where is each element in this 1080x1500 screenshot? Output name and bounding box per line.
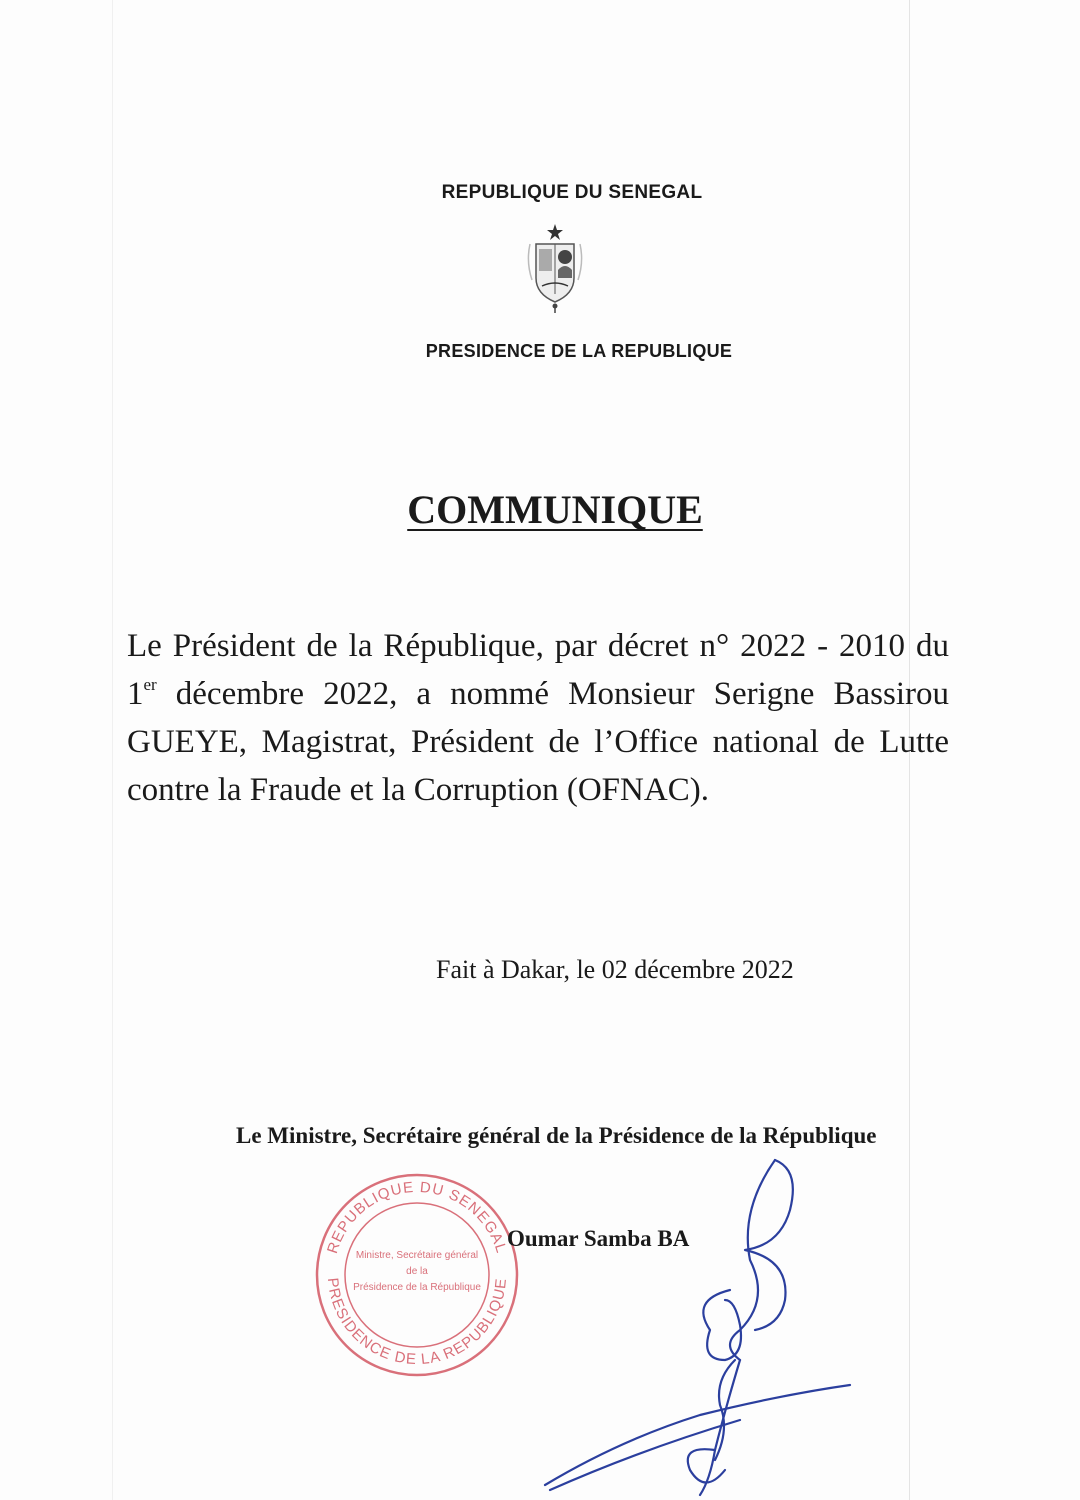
communique-body — [127, 622, 949, 814]
fold-line-left — [112, 0, 113, 1500]
body-text-part1: Le Président de la République, par décret n° 2022 - 2010 du 1 — [127, 628, 949, 712]
document-title: COMMUNIQUE — [407, 487, 703, 532]
stamp-outer-top: REPUBLIQUE DU SENEGAL — [324, 1178, 510, 1256]
stamp-line-3: Présidence de la République — [353, 1282, 481, 1293]
body-text-part2: décembre 2022, a nommé Monsieur Serigne Bassirou GUEYE, Magistrat, Président de l’Office national de Lutte contre la Fraude et la Corruption (OFNAC). — [127, 676, 949, 808]
ordinal-superscript: er — [143, 675, 157, 694]
stamp-line-2: de la — [406, 1266, 428, 1277]
coat-of-arms-icon — [522, 222, 588, 314]
stamp-outer-bottom: PRESIDENCE DE LA REPUBLIQUE — [323, 1277, 511, 1369]
place-and-date: Fait à Dakar, le 02 décembre 2022 — [436, 955, 794, 984]
handwritten-signature — [540, 1150, 870, 1500]
header-office: PRESIDENCE DE LA REPUBLIQUE — [425, 341, 733, 361]
stamp-line-1: Ministre, Secrétaire général — [355, 1250, 479, 1261]
signatory-name: Oumar Samba BA — [507, 1226, 690, 1251]
header-country: REPUBLIQUE DU SENEGAL — [441, 182, 703, 203]
signatory-title: Le Ministre, Secrétaire général de la Présidence de la République — [236, 1123, 877, 1148]
official-stamp — [314, 1172, 520, 1378]
